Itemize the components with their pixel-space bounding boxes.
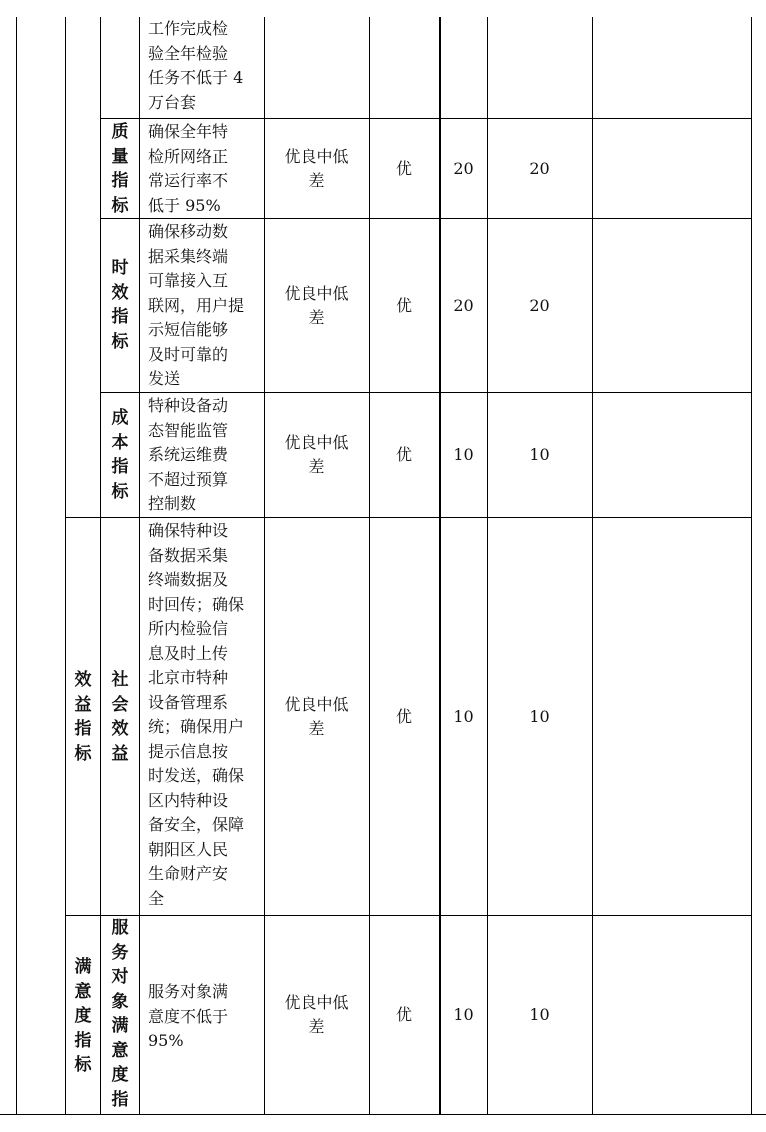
row4-score-grade: 优: [395, 707, 412, 726]
col-divider-9: [592, 17, 593, 1115]
char: 标: [111, 331, 129, 352]
text-line: 差: [308, 457, 325, 476]
text-line: 统；确保用户: [148, 717, 245, 736]
row5-level2-label: [107, 916, 133, 1112]
row0-indicator-content: [148, 17, 243, 115]
row-divider-1: [100, 118, 752, 119]
char: 效: [74, 670, 92, 690]
char: 益: [74, 694, 92, 715]
char: 满: [111, 1016, 129, 1036]
row2-indicator-content: [148, 220, 244, 392]
text-line: 区内特种设: [148, 790, 229, 810]
text-line: 检所网络正: [148, 146, 229, 166]
text-line: 低于 95%: [148, 195, 221, 215]
char: 指: [111, 457, 129, 477]
row1-score: 20: [529, 159, 550, 178]
text-line: 北京市特种: [148, 668, 229, 687]
text-line: 全: [148, 888, 165, 908]
row5-weight: 10: [453, 1005, 474, 1024]
text-line: 系统运维费: [148, 445, 229, 464]
row1-grade-options: [264, 145, 369, 193]
text-line: 联网，用户提: [148, 295, 245, 315]
row4-score: 10: [529, 707, 550, 726]
char: 指: [111, 1089, 129, 1110]
row2-weight: 20: [453, 296, 474, 315]
text-line: 验全年检验: [148, 43, 229, 63]
text-line: 及时可靠的: [148, 344, 229, 364]
row2-level2-label: [107, 256, 133, 354]
row3-score-grade: 优: [395, 445, 412, 464]
text-line: 优良中低: [284, 993, 349, 1012]
char: 标: [111, 195, 129, 216]
char: 满: [74, 957, 92, 977]
row-divider-3: [100, 392, 752, 393]
char: 标: [111, 481, 129, 502]
text-line: 可靠接入互: [148, 271, 229, 290]
text-line: 示短信能够: [148, 320, 229, 339]
char: 效: [111, 282, 129, 303]
row3-grade-options: [264, 431, 369, 479]
text-line: 所内检验信: [148, 619, 229, 638]
row3-indicator-content: [148, 394, 228, 517]
char: 度: [111, 1065, 129, 1085]
text-line: 差: [308, 171, 325, 190]
text-line: 特种设备动: [148, 396, 229, 415]
char: 服: [111, 918, 129, 938]
text-line: 生命财产安: [148, 864, 229, 883]
table-border-left: [16, 17, 17, 1115]
row5-indicator-content: [148, 980, 228, 1054]
table-border-right: [751, 17, 752, 1115]
row3-weight: 10: [453, 445, 474, 464]
row-divider-2: [100, 218, 752, 219]
text-line: 终端数据及: [148, 570, 229, 589]
char: 量: [111, 146, 129, 167]
row2-score: 20: [529, 296, 550, 315]
text-line: 优良中低: [284, 284, 349, 303]
col-divider-8: [487, 17, 488, 1115]
row2-score-grade: 优: [395, 296, 412, 315]
char: 度: [74, 1006, 92, 1026]
char: 指: [74, 1030, 92, 1051]
row4-grade-options: [264, 693, 369, 741]
text-line: 备数据采集: [148, 545, 229, 565]
char: 务: [111, 942, 129, 963]
text-line: 控制数: [148, 494, 197, 513]
text-line: 提示信息按: [148, 741, 229, 761]
char: 象: [111, 991, 129, 1012]
char: 会: [111, 694, 129, 715]
char: 质: [111, 122, 129, 142]
text-line: 万台套: [148, 92, 197, 112]
text-line: 差: [308, 1017, 325, 1036]
text-line: 时发送，确保: [148, 766, 245, 785]
char: 指: [111, 171, 129, 191]
text-line: 息及时上传: [148, 643, 229, 663]
row-divider-5: [65, 915, 752, 916]
row3-level2-label: [107, 406, 133, 504]
col-divider-1: [65, 17, 66, 1115]
text-line: 不超过预算: [148, 469, 229, 489]
text-line: 工作完成检: [148, 19, 229, 38]
text-line: 发送: [148, 369, 181, 388]
text-line: 朝阳区人民: [148, 839, 229, 859]
col-divider-5: [369, 17, 370, 1115]
col-divider-7: [440, 17, 441, 1115]
col-divider-2: [100, 17, 101, 1115]
text-line: 意度不低于: [148, 1006, 229, 1026]
table-border-bottom: [0, 1114, 766, 1115]
text-line: 备安全，保障: [148, 815, 245, 834]
text-line: 优良中低: [284, 147, 349, 166]
text-line: 态智能监管: [148, 420, 229, 440]
row4-indicator-content: [148, 519, 244, 911]
text-line: 差: [308, 308, 325, 327]
char: 意: [111, 1040, 129, 1061]
row4-level1-label: [70, 668, 96, 766]
text-line: 优良中低: [284, 433, 349, 452]
row4-weight: 10: [453, 707, 474, 726]
char: 益: [111, 743, 129, 764]
char: 效: [111, 719, 129, 739]
text-line: 95%: [148, 1031, 184, 1050]
row-divider-4: [65, 517, 752, 518]
text-line: 设备管理系: [148, 692, 229, 712]
char: 指: [74, 719, 92, 739]
row5-grade-options: [264, 991, 369, 1039]
text-line: 确保移动数: [148, 222, 229, 241]
row3-score: 10: [529, 445, 550, 464]
char: 标: [74, 743, 92, 764]
row1-level2-label: [107, 120, 133, 218]
text-line: 服务对象满: [148, 982, 229, 1001]
row1-weight: 20: [453, 159, 474, 178]
row5-level1-label: [70, 955, 96, 1078]
char: 意: [74, 981, 92, 1002]
char: 指: [111, 307, 129, 327]
char: 本: [111, 432, 129, 453]
text-line: 任务不低于 4: [148, 68, 244, 87]
char: 成: [111, 408, 129, 428]
row1-indicator-content: [148, 120, 228, 218]
text-line: 确保特种设: [148, 521, 229, 540]
char: 对: [111, 967, 129, 987]
text-line: 差: [308, 719, 325, 738]
row5-score: 10: [529, 1005, 550, 1024]
text-line: 确保全年特: [148, 122, 229, 141]
text-line: 常运行率不: [148, 171, 229, 190]
char: 标: [74, 1055, 92, 1075]
text-line: 优良中低: [284, 695, 349, 714]
char: 时: [111, 258, 129, 278]
row1-score-grade: 优: [395, 159, 412, 178]
row5-score-grade: 优: [395, 1005, 412, 1024]
row2-grade-options: [264, 282, 369, 330]
char: 社: [111, 670, 129, 690]
text-line: 时回传；确保: [148, 594, 245, 614]
row4-level2-label: [107, 668, 133, 766]
col-divider-3: [139, 17, 140, 1115]
text-line: 据采集终端: [148, 246, 229, 266]
